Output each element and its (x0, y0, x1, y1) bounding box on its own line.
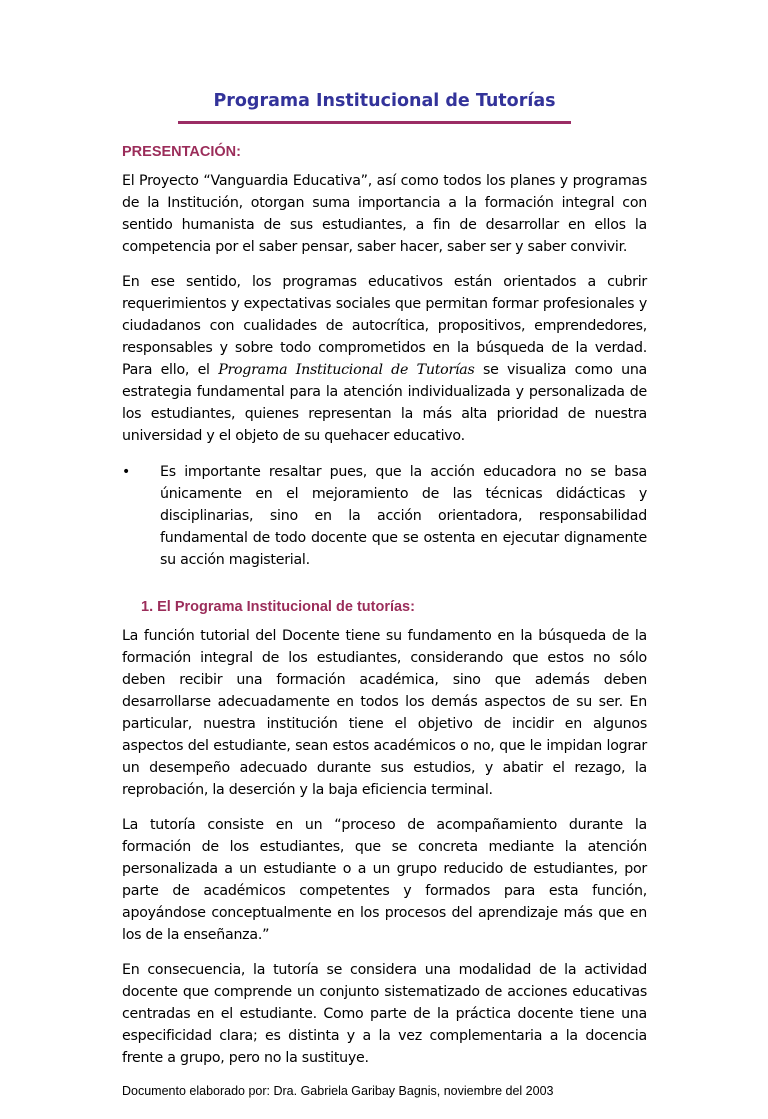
title-underline (178, 121, 571, 124)
paragraph-text: se visualiza como una estrategia fundamental para la atención individualizada y personalizada de los estudiantes, quienes representan la más alta prioridad de nuestra universidad y el objeto de su quehacer educativo. (122, 362, 647, 444)
paragraph-text: En ese sentido, los programas educativos están orientados a cubrir requerimientos y expectativas sociales que permitan formar profesionales y ciudadanos con cualidades de autocrítica, propositivos, emprendedores, responsables y sobre todo comprometidos en la búsqueda de la verdad. Para ello, el (122, 274, 647, 378)
bullet-icon: • (122, 464, 131, 480)
paragraph-intro: El Proyecto “Vanguardia Educativa”, así como todos los planes y programas de la Institución, otorgan suma importancia a la formación integral con sentido humanista de sus estudiantes, a fin de desarrollar en ellos la competencia por el saber pensar, saber hacer, saber ser y saber convivir. (122, 173, 647, 255)
bullet-text: Es importante resaltar pues, que la acción educadora no se basa únicamente en el mejoramiento de las técnicas didácticas y disciplinarias, sino en la acción orientadora, responsabilidad fundamental de todo docente que se ostenta en ejecutar dignamente su acción magisterial. (160, 464, 647, 568)
paragraph-context (122, 271, 647, 447)
paragraph-tutorial-function: La función tutorial del Docente tiene su fundamento en la búsqueda de la formación integral de los estudiantes, considerando que estos no sólo deben recibir una formación académica, sino que además deben desarrollarse adecuadamente en todos los demás aspectos de su ser. En particular, nuestra institución tiene el objetivo de incidir en algunos aspectos del estudiante, sean estos académicos o no, que le impidan lograr un desempeño adecuado durante sus estudios, y abatir el rezago, la reprobación, la deserción y la baja eficiencia terminal. (122, 628, 647, 798)
paragraph-tutoria-definition: La tutoría consiste en un “proceso de acompañamiento durante la formación de los estudiantes, que se concreta mediante la atención personalizada a un estudiante o a un grupo reducido de estudiantes, por parte de académicos competentes y formados para esta función, apoyándose conceptualmente en los procesos del aprendizaje más que en los de la enseñanza.” (122, 817, 647, 943)
numbered-heading: 1. El Programa Institucional de tutorías: (141, 599, 415, 615)
paragraph-consequence: En consecuencia, la tutoría se considera una modalidad de la actividad docente que comprende un conjunto sistematizado de acciones educativas centradas en el estudiante. Como parte de la práctica docente tiene una especificidad clara; es distinta y a la vez complementaria a la docencia frente a grupo, pero no la sustituye. (122, 962, 647, 1066)
program-name-italic: Programa Institucional de Tutorías (218, 362, 475, 378)
page-footer: Documento elaborado por: Dra. Gabriela Garibay Bagnis, noviembre del 2003 (122, 1084, 554, 1098)
document-title: Programa Institucional de Tutorías (213, 91, 556, 111)
section-heading-presentacion: PRESENTACIÓN: (122, 144, 241, 160)
bullet-item (122, 461, 647, 571)
